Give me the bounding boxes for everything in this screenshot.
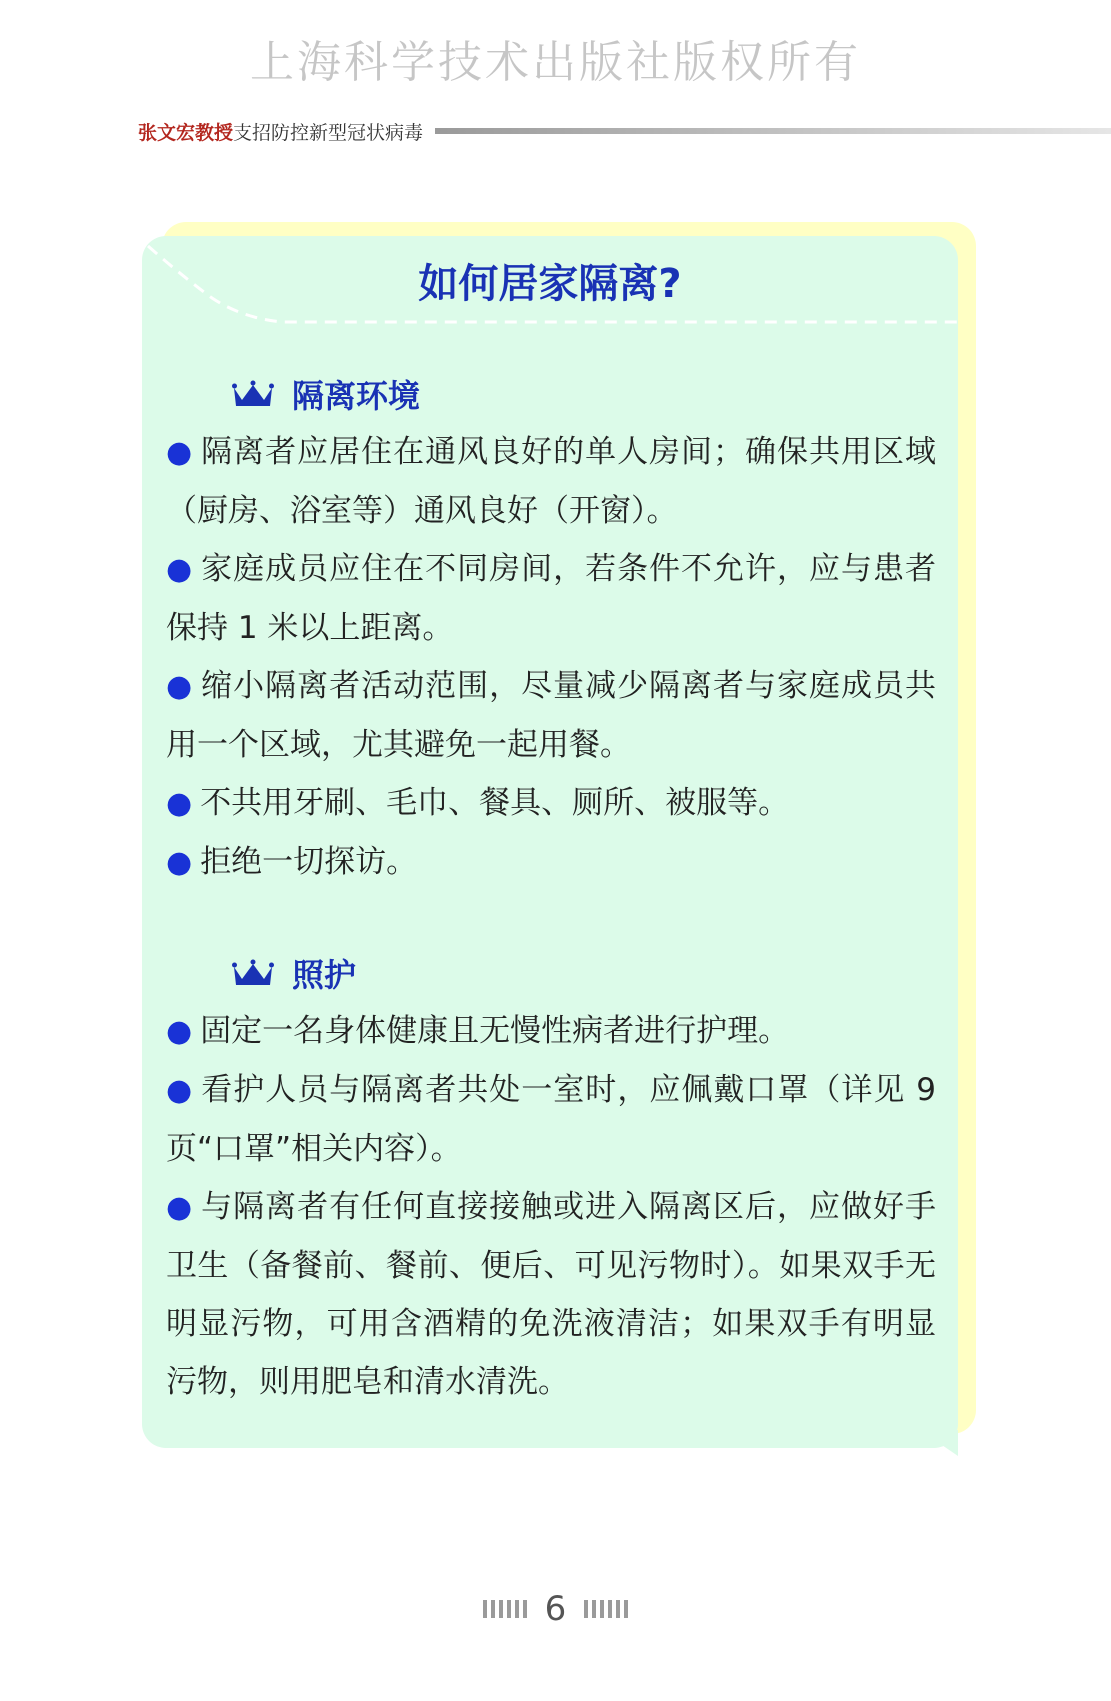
bullet-dot-icon: ● [166,845,193,880]
page-number: 6 [544,1589,567,1629]
bullet-dot-icon: ● [166,669,194,704]
footer-right-ticks-icon [584,1600,628,1618]
section-body-isolation-environment [166,423,936,892]
section-heading-isolation-environment [232,371,420,417]
list-item [166,1002,936,1061]
bullet-dot-icon: ● [166,1073,194,1108]
list-item-text: 家庭成员应住在不同房间，若条件不允许，应与患者保持 1 米以上距离。 [166,551,936,646]
page-footer [0,1584,1111,1634]
crown-icon [232,959,274,987]
copyright-watermark: 上海科学技术出版社版权所有 [250,37,861,88]
section-heading-care [232,950,356,996]
section-heading-label: 照护 [292,956,357,994]
running-header [138,116,1111,146]
list-item [166,1061,936,1178]
list-item-text: 拒绝一切探访。 [200,844,418,880]
header-rule [435,128,1111,134]
list-item-text: 看护人员与隔离者共处一室时，应佩戴口罩（详见 9 页“口罩”相关内容）。 [166,1072,936,1167]
list-item [166,657,936,774]
bullet-dot-icon: ● [166,552,194,587]
crown-icon [232,380,274,408]
section-heading-label: 隔离环境 [292,377,421,415]
list-item-text: 固定一名身体健康且无慢性病者进行护理。 [200,1013,790,1049]
footer-left-ticks-icon [483,1600,527,1618]
bullet-dot-icon: ● [166,1190,194,1225]
list-item [166,540,936,657]
bullet-dot-icon: ● [166,1014,193,1049]
list-item-text: 隔离者应居住在通风良好的单人房间；确保共用区域（厨房、浴室等）通风良好（开窗）。 [166,434,936,529]
section-body-care [166,1002,936,1411]
header-author: 张文宏教授 [138,121,234,144]
list-item [166,774,936,833]
list-item-text: 不共用牙刷、毛巾、餐具、厕所、被服等。 [200,785,790,821]
list-item-text: 缩小隔离者活动范围，尽量减少隔离者与家庭成员共用一个区域，尤其避免一起用餐。 [166,668,936,763]
list-item [166,1178,936,1411]
list-item [166,423,936,540]
list-item [166,833,936,892]
card-title: 如何居家隔离? [418,261,682,307]
bullet-dot-icon: ● [166,435,194,470]
card-corner-tail [920,1430,960,1460]
list-item-text: 与隔离者有任何直接接触或进入隔离区后，应做好手卫生（备餐前、餐前、便后、可见污物时）。如果双手无明显污物，可用含酒精的免洗液清洁；如果双手有明显污物，则用肥皂和清水清洗。 [166,1189,936,1400]
header-book-title: 支招防控新型冠状病毒 [233,121,424,144]
bullet-dot-icon: ● [166,786,193,821]
